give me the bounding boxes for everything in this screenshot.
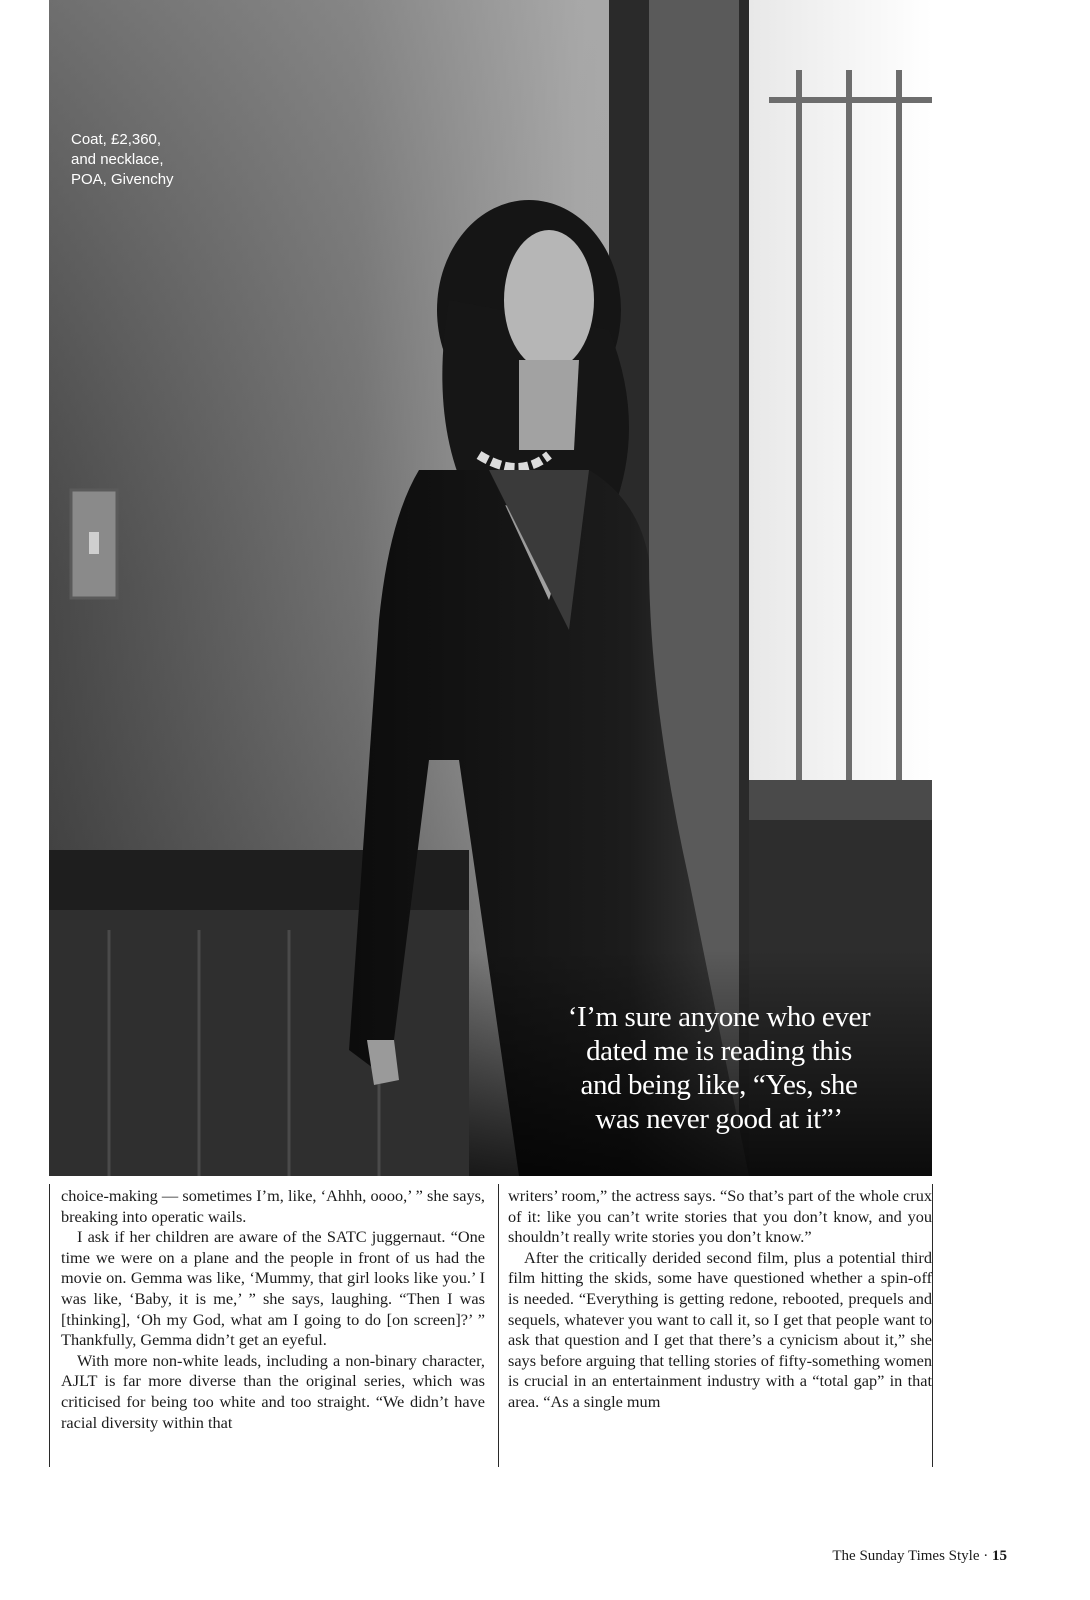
article-column-right <box>508 1186 932 1413</box>
page-footer <box>832 1548 1007 1565</box>
pull-quote-line: ‘I’m sure anyone who ever <box>567 1001 871 1033</box>
paragraph: I ask if her children are aware of the SATC juggernaut. “One time we were on a plane and the people in front of us had the movie on. Gemma was like, ‘Mummy, that girl looks like you.’ I was like, ‘Baby, it is me,’ ” she says, laughing. “Then I was [thinking], ‘Oh my God, what am I going to do [on screen]?’ ” Thankfully, Gemma didn’t get an eyeful. <box>61 1227 485 1350</box>
pull-quote-line: and being like, “Yes, she <box>580 1069 858 1101</box>
page-number: 15 <box>992 1548 1007 1564</box>
paragraph: After the critically derided second film, plus a potential third film hitting the skids, some have questioned whether a spin-off is needed. “Everything is getting redone, rebooted, prequels and sequels, whatever you want to call it, so I get that people want to ask that question and I get that there’s a cynicism about it,” she says before arguing that telling stories of fifty-something women is crucial in an entertainment industry with a “total gap” in that area. “As a single mum <box>508 1247 932 1411</box>
fashion-photo <box>49 0 932 1176</box>
paragraph: With more non-white leads, including a non-binary character, AJLT is far more diverse than the original series, which was criticised for being too white and too straight. “We didn’t have racial diversity within that <box>61 1350 485 1432</box>
paragraph: writers’ room,” the actress says. “So that’s part of the whole crux of it: like you can’t write stories that you don’t know, and you shouldn’t really write stories you don’t know.” <box>508 1186 932 1247</box>
footer-separator: · <box>983 1548 989 1564</box>
column-rule-middle <box>498 1184 499 1467</box>
publication-name: The Sunday Times Style <box>832 1548 980 1564</box>
column-rule-left <box>49 1184 50 1467</box>
paragraph: choice-making — sometimes I’m, like, ‘Ahhh, oooo,’ ” she says, breaking into operatic wails. <box>61 1186 485 1226</box>
article-column-left <box>61 1186 485 1433</box>
pull-quote <box>519 1000 919 1136</box>
credit-line: POA, Givenchy <box>71 171 174 188</box>
pull-quote-line: dated me is reading this <box>586 1035 852 1067</box>
credit-line: and necklace, <box>71 151 164 168</box>
credit-line: Coat, £2,360, <box>71 131 162 148</box>
photo-credit <box>71 130 174 190</box>
pull-quote-line: was never good at it”’ <box>595 1103 843 1135</box>
column-rule-right <box>932 1184 933 1467</box>
